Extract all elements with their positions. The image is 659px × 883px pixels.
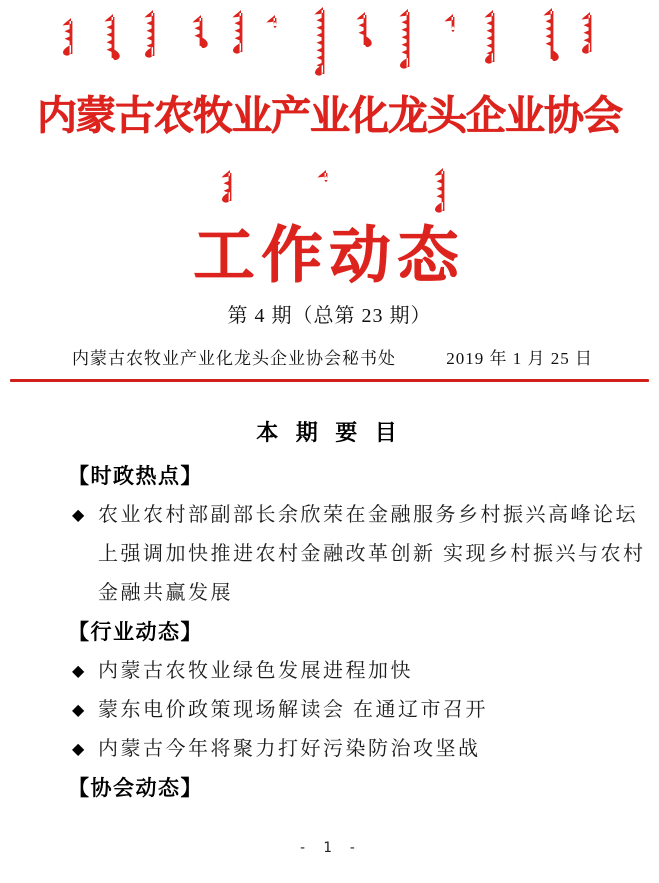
mongolian-word-glyph (538, 6, 564, 67)
red-divider-rule (10, 379, 649, 382)
mongolian-word-glyph (351, 10, 377, 53)
mongolian-word-glyph (187, 13, 213, 54)
mongolian-word-glyph (394, 7, 420, 75)
toc-item-text: 蒙东电价政策现场解读会 在通辽市召开 (98, 699, 488, 721)
section-header: 【协会动态】 (68, 776, 203, 800)
mongolian-word-glyph (216, 168, 242, 209)
diamond-bullet-icon: ◆ (72, 741, 85, 758)
toc-item (68, 691, 629, 730)
toc-item-line (68, 652, 629, 691)
section-header: 【时政热点】 (68, 464, 203, 488)
mongolian-word-glyph (227, 8, 253, 60)
toc-item-text: 上强调加快推进农村金融改革创新 实现乡村振兴与农村 (98, 543, 646, 565)
toc-item-text: 金融共赢发展 (98, 582, 233, 604)
mongolian-word-glyph (576, 10, 602, 60)
diamond-bullet-icon: ◆ (72, 507, 85, 524)
toc-item (68, 730, 629, 769)
toc-item (68, 652, 629, 691)
mongolian-word-glyph (312, 168, 338, 188)
page-number: - 1 - (298, 840, 361, 856)
toc-item-line (68, 574, 629, 613)
toc-item-line (68, 730, 629, 769)
toc-item-line (68, 535, 646, 574)
association-name-title: 内蒙古农牧业产业化龙头企业协会 (37, 93, 622, 138)
mongolian-word-glyph (139, 8, 165, 64)
publisher-name: 内蒙古农牧业产业化龙头企业协会秘书处 (72, 349, 396, 368)
mongolian-word-glyph (309, 5, 335, 82)
section-header: 【行业动态】 (68, 620, 203, 644)
toc-item-line (68, 691, 629, 730)
toc-item-line (68, 496, 638, 535)
toc-item-text: 内蒙古今年将聚力打好污染防治攻坚战 (98, 738, 481, 760)
toc-item-text: 农业农村部副部长余欣荣在金融服务乡村振兴高峰论坛 (98, 504, 638, 526)
mongolian-word-glyph (439, 12, 465, 38)
contents-list (68, 457, 646, 808)
diamond-bullet-icon: ◆ (72, 702, 85, 719)
mongolian-word-glyph (479, 8, 505, 70)
issue-number-line: 第 4 期（总第 23 期） (227, 305, 432, 327)
mongolian-word-glyph (99, 12, 125, 66)
mongolian-word-glyph (261, 13, 287, 34)
toc-item (68, 496, 646, 613)
bulletin-title: 工作动态 (193, 223, 466, 290)
diamond-bullet-icon: ◆ (72, 663, 85, 680)
mongolian-word-glyph (57, 16, 83, 62)
contents-title: 本 期 要 目 (256, 420, 403, 445)
publisher-row (72, 344, 593, 369)
publish-date: 2019 年 1 月 25 日 (446, 349, 593, 368)
toc-item-text: 内蒙古农牧业绿色发展进程加快 (98, 660, 413, 682)
